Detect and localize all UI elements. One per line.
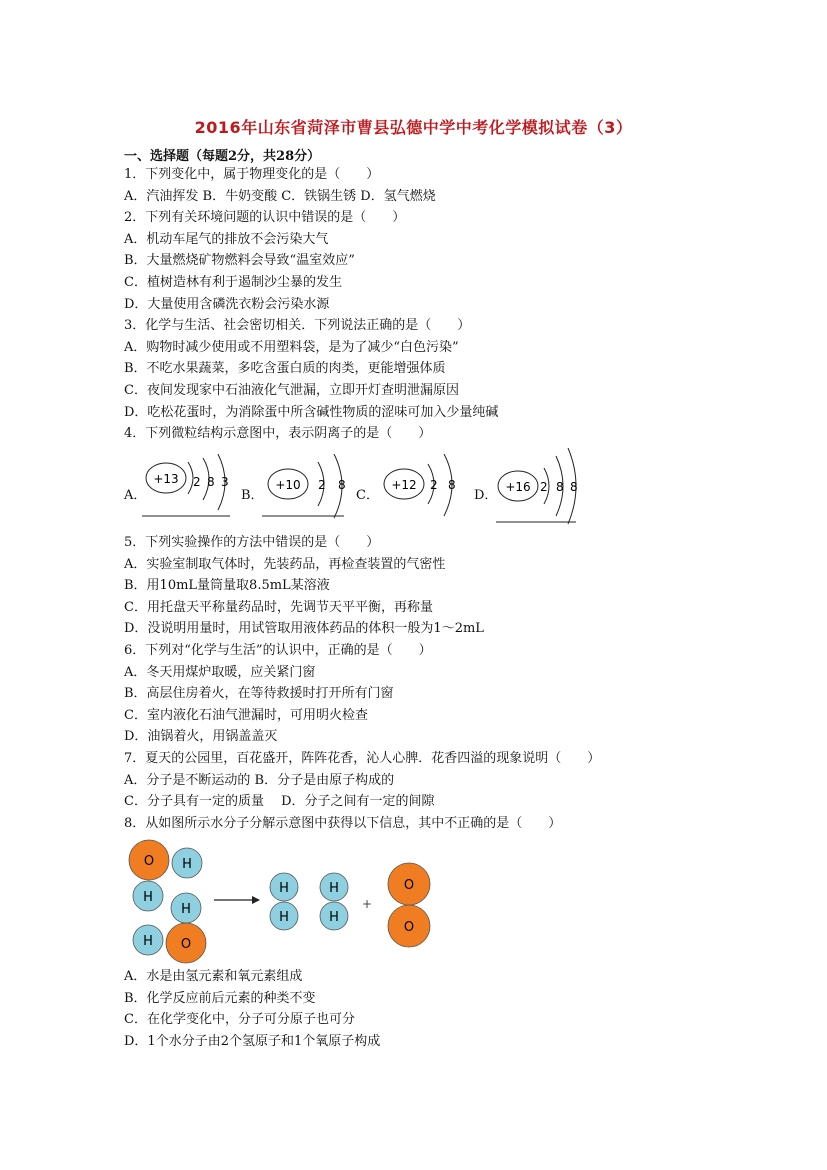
q4-c-nucleus: +12 (391, 478, 417, 492)
q4-option-d-letter: D． (474, 488, 498, 503)
svg-text:H: H (279, 910, 289, 925)
q4-c-shell-2: 8 (448, 478, 456, 492)
q4-d-shell-2: 8 (556, 480, 564, 494)
q4-a-shell-3: 3 (221, 475, 229, 489)
question-text-line: 5．下列实验操作的方法中错误的是（ ） (124, 535, 380, 550)
question-text-line: 8．从如图所示水分子分解示意图中获得以下信息，其中不正确的是（ ） (124, 815, 562, 831)
plus-sign: + (361, 897, 373, 911)
question-text-line: 4．下列微粒结构示意图中，表示阴离子的是（ ） (124, 426, 432, 442)
question-text-line: A．分子是不断运动的 B．分子是由原子构成的 (124, 772, 395, 788)
q8-water-decomposition-figure (124, 838, 436, 968)
q4-c-shell-1: 2 (430, 478, 438, 492)
question-text-line: 2．下列有关环境问题的认识中错误的是（ ） (124, 210, 406, 226)
question-text-line: B．用10mL量筒量取8.5mL某溶液 (124, 578, 330, 594)
question-text-line: A．水是由氢元素和氧元素组成 (124, 969, 303, 984)
svg-text:O: O (403, 878, 415, 893)
question-text-line: A．冬天用煤炉取暖，应关紧门窗 (124, 664, 316, 680)
question-text-line: A．实验室制取气体时，先装药品，再检查装置的气密性 (124, 556, 446, 572)
q4-atom-diagram-c (378, 454, 468, 520)
q4-atom-diagram-b (262, 454, 352, 520)
q4-a-shell-1: 2 (193, 475, 201, 489)
q4-option-c-letter: C． (356, 488, 379, 503)
question-text-line: D．吃松花蛋时，为消除蛋中所含碱性物质的涩味可加入少量纯碱 (124, 404, 499, 420)
question-text-line: D．没说明用量时，用试管取用液体药品的体积一般为1～2mL (124, 621, 484, 637)
question-text-line: C．在化学变化中，分子可分原子也可分 (124, 1012, 355, 1028)
question-text-line: D．油锅着火，用锅盖盖灭 (124, 729, 278, 745)
q4-b-nucleus: +10 (275, 478, 301, 492)
section-heading: 一、选择题（每题2分，共28分） (124, 149, 321, 164)
svg-text:O: O (180, 937, 192, 952)
svg-text:O: O (403, 920, 415, 935)
question-text-line: C．室内液化石油气泄漏时，可用明火检查 (124, 707, 368, 723)
q4-d-nucleus: +16 (505, 480, 531, 494)
q4-option-b-letter: B． (241, 488, 264, 503)
svg-text:H: H (329, 881, 339, 896)
page-title: 2016年山东省菏泽市曹县弘德中学中考化学模拟试卷（3） (194, 118, 633, 137)
question-text-line: A．机动车尾气的排放不会污染大气 (124, 231, 329, 247)
svg-text:H: H (143, 934, 153, 949)
question-text-line: 7．夏天的公园里，百花盛开，阵阵花香，沁人心脾．花香四溢的现象说明（ ） (124, 751, 601, 766)
svg-text:H: H (181, 902, 191, 917)
q4-option-a-letter: A． (124, 488, 147, 503)
question-text-line: A．汽油挥发 B．牛奶变酸 C．铁锅生锈 D．氢气燃烧 (124, 188, 436, 204)
svg-text:H: H (329, 910, 339, 925)
q4-atom-diagram-d (496, 448, 586, 524)
question-text-line: D．1个水分子由2个氢原子和1个氧原子构成 (124, 1033, 381, 1049)
q4-b-shell-1: 2 (318, 478, 326, 492)
question-text-line: B．不吃水果蔬菜，多吃含蛋白质的肉类，更能增强体质 (124, 361, 446, 377)
question-text-line: D．大量使用含磷洗衣粉会污染水源 (124, 296, 330, 312)
q4-atom-diagram-a (142, 454, 232, 520)
question-text-line: C．分子具有一定的质量 D．分子之间有一定的间隙 (124, 794, 435, 810)
q4-a-nucleus: +13 (153, 472, 179, 486)
question-text-line: 3．化学与生活、社会密切相关．下列说法正确的是（ ） (124, 318, 471, 334)
question-text-line: C．夜间发现家中石油液化气泄漏，立即开灯查明泄漏原因 (124, 383, 459, 398)
question-text-line: B．高层住房着火，在等待救援时打开所有门窗 (124, 686, 394, 702)
svg-text:H: H (143, 890, 153, 905)
question-text-line: C．用托盘天平称量药品时，先调节天平平衡，再称量 (124, 599, 433, 615)
q4-a-shell-2: 8 (207, 475, 215, 489)
q4-d-shell-1: 2 (540, 480, 548, 494)
question-text-line: B．大量燃烧矿物燃料会导致“温室效应” (124, 253, 355, 269)
svg-text:H: H (182, 857, 192, 872)
question-text-line: 6．下列对“化学与生活”的认识中，正确的是（ ） (124, 643, 432, 658)
question-text-line: B．化学反应前后元素的种类不变 (124, 990, 316, 1006)
q4-d-shell-3: 8 (570, 480, 578, 494)
svg-text:H: H (279, 881, 289, 896)
question-text-line: 1．下列变化中，属于物理变化的是（ ） (124, 167, 380, 182)
svg-text:O: O (143, 854, 155, 869)
question-text-line: A．购物时减少使用或不用塑料袋，是为了减少“白色污染” (124, 339, 459, 355)
question-text-line: C．植树造林有利于遏制沙尘暴的发生 (124, 275, 342, 290)
q4-b-shell-2: 8 (338, 478, 346, 492)
